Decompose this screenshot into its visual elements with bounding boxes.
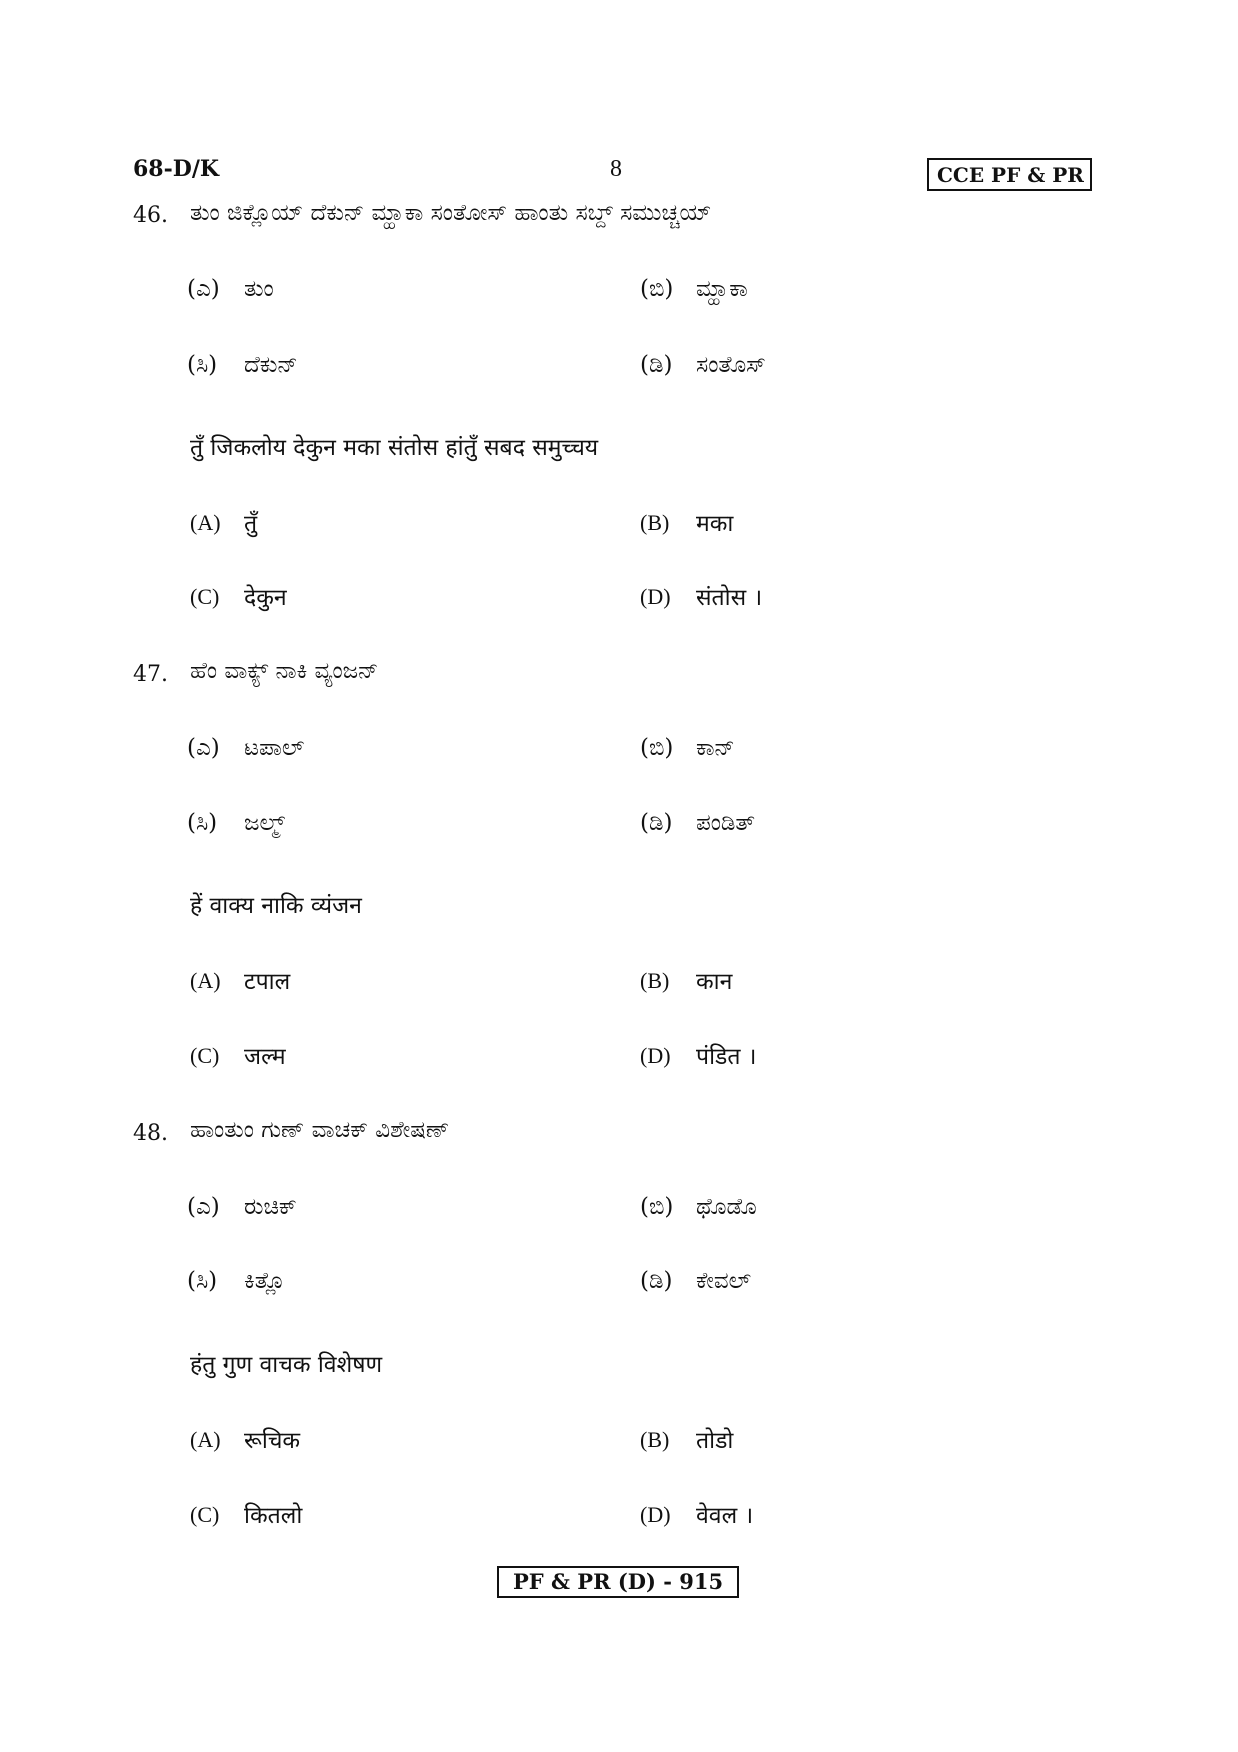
question-text-kannada: ಹೆಂ ವಾಕ್ಯ್ ನಾಕಿ ವ್ಯಂಜನ್ xyxy=(190,658,379,684)
option-label: (ಎ) xyxy=(187,276,220,302)
option-text: कान xyxy=(696,969,733,995)
option-label: (D) xyxy=(640,1502,671,1527)
option-text: वेवल । xyxy=(696,1503,754,1529)
page-number: 8 xyxy=(610,156,622,182)
option-text: ತುಂ xyxy=(244,276,274,302)
option-label: (ಡಿ) xyxy=(640,352,673,378)
option-label: (ಬಿ) xyxy=(640,1194,674,1220)
option-text: तोडो xyxy=(696,1428,734,1454)
option-label: (ಸಿ) xyxy=(187,810,218,836)
option-label: (C) xyxy=(190,1502,220,1527)
option-label: (ಡಿ) xyxy=(640,810,673,836)
option-text: मका xyxy=(696,511,734,537)
option-text: ಪಂಡಿತ್ xyxy=(696,810,756,836)
option-text: जल्म xyxy=(244,1044,286,1070)
option-text: ಥೊಡೊ xyxy=(696,1194,757,1220)
option-label: (ಬಿ) xyxy=(640,276,674,302)
option-label: (B) xyxy=(640,968,670,993)
option-text: ರುಚಿಕ್ xyxy=(244,1194,297,1220)
option-text: ಮ್ಹಾಕಾ xyxy=(696,276,748,302)
option-text: पंडित । xyxy=(696,1044,757,1070)
option-label: (C) xyxy=(190,584,220,609)
option-label: (A) xyxy=(190,1427,221,1452)
option-text: रूचिक xyxy=(244,1428,301,1454)
option-label: (ಡಿ) xyxy=(640,1268,673,1294)
option-label: (A) xyxy=(190,968,221,993)
question-text-kannada: ಹಾಂತುಂ ಗುಣ್ ವಾಚಕ್ ವಿಶೇಷಣ್ xyxy=(190,1117,450,1143)
option-text: कितलो xyxy=(244,1503,303,1529)
option-label: (ಎ) xyxy=(187,1194,220,1220)
exam-code-box: CCE PF & PR xyxy=(927,158,1092,191)
footer-code-box: PF & PR (D) - 915 xyxy=(497,1566,739,1598)
option-label: (ಸಿ) xyxy=(187,352,218,378)
option-text: ಕೇವಲ್ xyxy=(696,1268,752,1294)
question-number: 46. xyxy=(133,203,168,228)
question-number: 48. xyxy=(133,1121,168,1146)
option-label: (D) xyxy=(640,584,671,609)
option-text: देकुन xyxy=(244,585,287,611)
option-label: (ಸಿ) xyxy=(187,1268,218,1294)
option-label: (ಬಿ) xyxy=(640,735,674,761)
option-text: संतोस । xyxy=(696,585,763,611)
option-label: (C) xyxy=(190,1043,220,1068)
option-text: टपाल xyxy=(244,969,291,995)
option-label: (ಎ) xyxy=(187,735,220,761)
question-text-devanagari: तुँ जिकलोय देकुन मका संतोस हांतुँ सबद समुच्चय xyxy=(190,435,599,461)
option-label: (D) xyxy=(640,1043,671,1068)
option-text: ಜಲ್ಮ್ xyxy=(244,810,285,836)
option-text: ಟಪಾಲ್ xyxy=(244,735,305,761)
question-text-devanagari: हें वाक्य नाकि व्यंजन xyxy=(190,893,362,919)
option-text: ಕಾನ್ xyxy=(696,735,735,761)
option-text: ಕಿತ್ಲೊ xyxy=(244,1268,286,1294)
option-label: (B) xyxy=(640,510,670,535)
option-label: (A) xyxy=(190,510,221,535)
option-label: (B) xyxy=(640,1427,670,1452)
question-number: 47. xyxy=(133,662,168,687)
paper-code: 68-D/K xyxy=(133,156,219,182)
question-text-kannada: ತುಂ ಜಿಕ್ಲೊಯ್ ದೆಕುನ್ ಮ್ಹಾಕಾ ಸಂತೋಸ್ ಹಾಂತು ಸಬ್ದ್ ಸಮುಚ್ಚಯ್ xyxy=(190,200,712,226)
option-text: तुँ xyxy=(244,511,258,537)
option-text: ದೆಕುನ್ xyxy=(244,352,298,378)
question-text-devanagari: हंतु गुण वाचक विशेषण xyxy=(190,1352,383,1378)
option-text: ಸಂತೊಸ್ xyxy=(696,352,766,378)
